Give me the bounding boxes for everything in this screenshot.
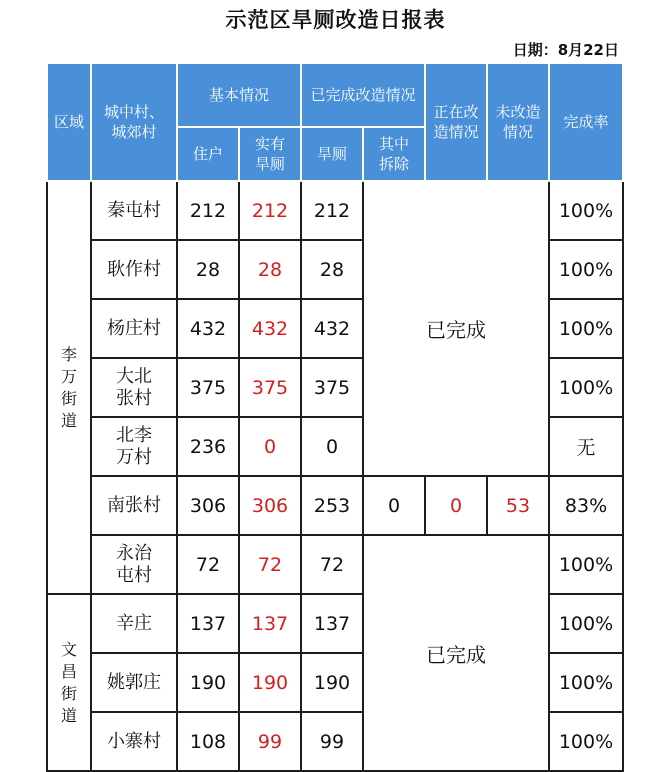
rate-cell: 100% (549, 299, 623, 358)
actual-dry-cell: 432 (239, 299, 301, 358)
households-cell: 190 (177, 653, 239, 712)
report-table (46, 62, 624, 772)
report-title: 示范区旱厕改造日报表 (225, 8, 446, 32)
dry-cell: 137 (301, 594, 363, 653)
village-cell: 秦屯村 (91, 181, 177, 240)
report-date: 日期：8月22日 (512, 41, 619, 59)
rate-cell: 无 (549, 417, 623, 476)
dry-cell: 28 (301, 240, 363, 299)
in-progress-cell: 0 (425, 476, 487, 535)
rate-cell: 100% (549, 358, 623, 417)
region-wenchang: 文昌街道 (47, 594, 91, 771)
not-started-cell: 53 (487, 476, 549, 535)
rate-cell: 100% (549, 240, 623, 299)
dry-cell: 99 (301, 712, 363, 771)
dry-cell: 0 (301, 417, 363, 476)
village-cell: 南张村 (91, 476, 177, 535)
village-cell: 永治屯村 (91, 535, 177, 594)
households-cell: 108 (177, 712, 239, 771)
rate-cell: 100% (549, 653, 623, 712)
village-cell: 耿作村 (91, 240, 177, 299)
header-actual-dry: 实有旱厕 (239, 127, 301, 181)
header-dry: 旱厕 (301, 127, 363, 181)
header-in-progress: 正在改造情况 (425, 63, 487, 181)
dry-cell: 253 (301, 476, 363, 535)
village-cell: 姚郭庄 (91, 653, 177, 712)
households-cell: 375 (177, 358, 239, 417)
rate-cell: 100% (549, 712, 623, 771)
households-cell: 212 (177, 181, 239, 240)
actual-dry-cell: 190 (239, 653, 301, 712)
village-cell: 北李万村 (91, 417, 177, 476)
actual-dry-cell: 212 (239, 181, 301, 240)
dry-cell: 190 (301, 653, 363, 712)
households-cell: 72 (177, 535, 239, 594)
dry-cell: 375 (301, 358, 363, 417)
region-liwan: 李万街道 (47, 181, 91, 594)
rate-cell: 100% (549, 594, 623, 653)
households-cell: 137 (177, 594, 239, 653)
actual-dry-cell: 137 (239, 594, 301, 653)
village-cell: 小寨村 (91, 712, 177, 771)
header-removed: 其中拆除 (363, 127, 425, 181)
header-households: 住户 (177, 127, 239, 181)
header-not-started: 未改造情况 (487, 63, 549, 181)
actual-dry-cell: 375 (239, 358, 301, 417)
village-cell: 辛庄 (91, 594, 177, 653)
actual-dry-cell: 99 (239, 712, 301, 771)
header-region: 区域 (47, 63, 91, 181)
households-cell: 28 (177, 240, 239, 299)
header-basic: 基本情况 (177, 63, 301, 127)
dry-cell: 72 (301, 535, 363, 594)
actual-dry-cell: 72 (239, 535, 301, 594)
actual-dry-cell: 28 (239, 240, 301, 299)
done-merged-cell-2: 已完成 (363, 535, 549, 771)
village-cell: 杨庄村 (91, 299, 177, 358)
header-village: 城中村、城郊村 (91, 63, 177, 181)
village-cell: 大北张村 (91, 358, 177, 417)
households-cell: 306 (177, 476, 239, 535)
dry-cell: 212 (301, 181, 363, 240)
actual-dry-cell: 0 (239, 417, 301, 476)
header-rate: 完成率 (549, 63, 623, 181)
done-merged-cell-1: 已完成 (363, 181, 549, 476)
rate-cell: 83% (549, 476, 623, 535)
dry-cell: 432 (301, 299, 363, 358)
rate-cell: 100% (549, 181, 623, 240)
header-completed: 已完成改造情况 (301, 63, 425, 127)
rate-cell: 100% (549, 535, 623, 594)
households-cell: 432 (177, 299, 239, 358)
removed-cell: 0 (363, 476, 425, 535)
actual-dry-cell: 306 (239, 476, 301, 535)
households-cell: 236 (177, 417, 239, 476)
